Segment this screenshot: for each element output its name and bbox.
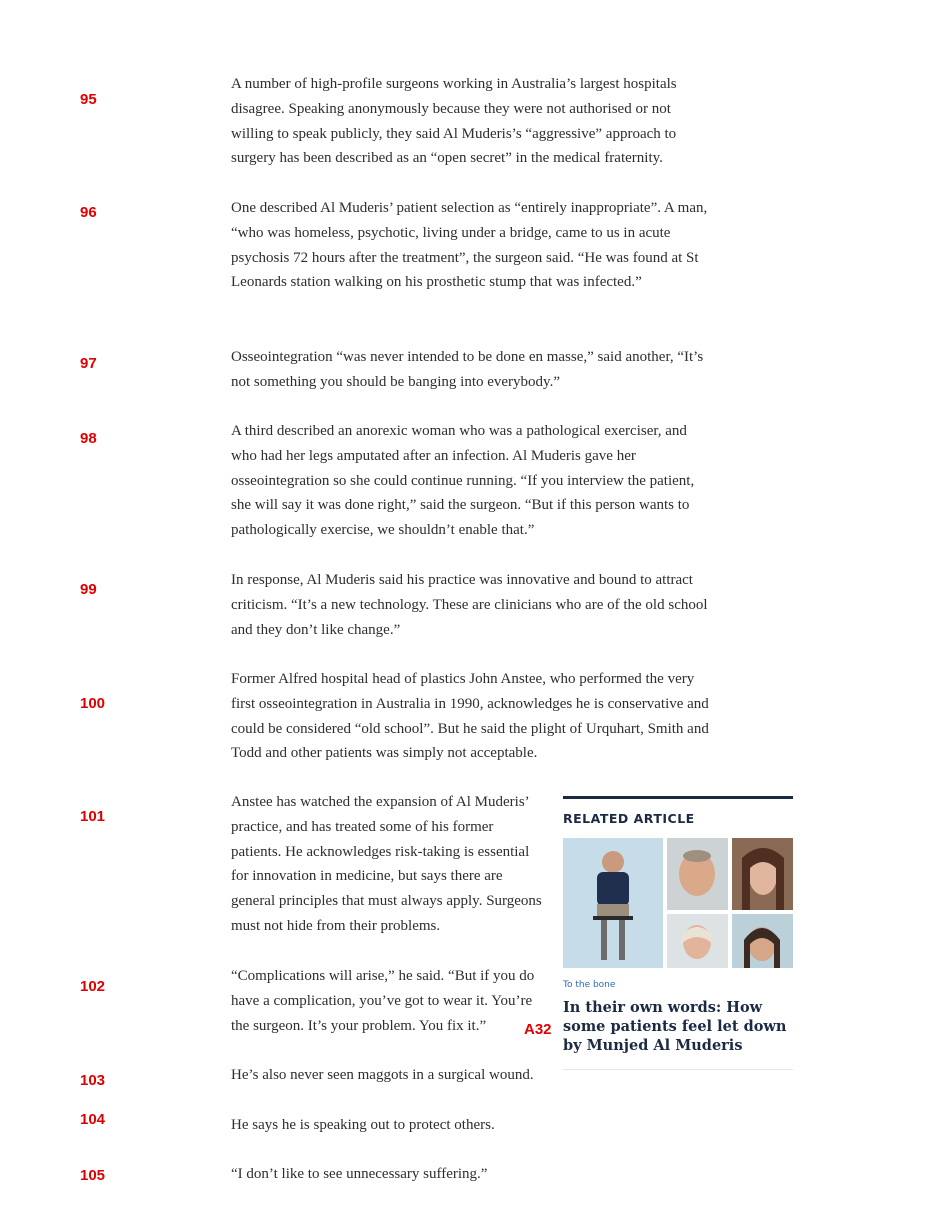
article-paragraph: Osseointegration “was never intended to be done en masse,” said another, “It’s not something you should be banging into everybody.” xyxy=(231,349,704,390)
article-paragraph: “Complications will arise,” he said. “But if you do have a complication, you’ve got to wear it. You’re the surgeon. It’s your problem. You fix it.” xyxy=(231,968,535,1034)
related-article-card[interactable] xyxy=(563,796,793,1070)
article-paragraph: One described Al Muderis’ patient selection as “entirely inappropriate”. A man, “who was homeless, psychotic, living under a bridge, came to us in acute psychosis 72 hours after the treatment”, the surgeon said. “He was found at St Leonards station walking on his prosthetic stump that was infected.” xyxy=(231,200,708,291)
paragraph-number: 103 xyxy=(80,1072,106,1089)
paragraph-number: 101 xyxy=(80,808,106,825)
paragraph-number: 100 xyxy=(80,695,106,712)
article-paragraph: A number of high-profile surgeons working in Australia’s largest hospitals disagree. Speaking anonymously because they were not authorised or not willing to speak publicly, they said Al Muderis’s “aggressive” approach to surgery has been described as an “open secret” in the medical fraternity. xyxy=(231,76,677,167)
paragraph-number: 95 xyxy=(80,91,97,108)
paragraph-number: 97 xyxy=(80,355,97,372)
paragraph-number: 96 xyxy=(80,204,97,221)
article-paragraph: In response, Al Muderis said his practice was innovative and bound to attract criticism. “It’s a new technology. These are clinicians who are of the old school and they don’t like change.” xyxy=(231,572,708,638)
portrait-photo xyxy=(732,838,793,910)
portrait-photo xyxy=(732,914,793,968)
related-article-kicker[interactable]: To the bone xyxy=(563,980,616,990)
article-paragraph: A third described an anorexic woman who was a pathological exerciser, and who had her legs amputated after an infection. Al Muderis gave her osseointegration so she could continue running. “If you interview the patient, she will say it was done right,” said the surgeon. “But if this person wants to pathologically exercise, we shouldn’t enable that.” xyxy=(231,423,695,539)
paragraph-number: 104 xyxy=(80,1111,106,1128)
portrait-photo xyxy=(563,838,663,968)
paragraph-number: 105 xyxy=(80,1167,106,1184)
article-paragraph: Former Alfred hospital head of plastics John Anstee, who performed the very first osseointegration in Australia in 1990, acknowledges he is conservative and could be considered “old school”. But he said the plight of Urquhart, Smith and Todd and other patients was simply not acceptable. xyxy=(231,671,709,762)
related-article-title[interactable]: In their own words: How some patients feel let down by Munjed Al Muderis xyxy=(563,999,787,1054)
paragraph-number: 102 xyxy=(80,978,106,995)
related-article-label: RELATED ARTICLE xyxy=(563,811,695,826)
related-article-image-collage[interactable] xyxy=(563,838,793,968)
article-paragraph: He says he is speaking out to protect others. xyxy=(231,1117,495,1133)
article-paragraph: Anstee has watched the expansion of Al Muderis’ practice, and has treated some of his former patients. He acknowledges risk-taking is essential for innovation in medicine, but says there are general principles that must always apply. Surgeons must not hide from their problems. xyxy=(231,794,542,934)
portrait-photo xyxy=(667,914,728,968)
article-paragraph: He’s also never seen maggots in a surgical wound. xyxy=(231,1067,534,1083)
article-paragraph: “I don’t like to see unnecessary suffering.” xyxy=(231,1166,488,1182)
annotation-marker: A32 xyxy=(524,1021,552,1038)
paragraph-number: 98 xyxy=(80,430,97,447)
paragraph-number: 99 xyxy=(80,581,97,598)
portrait-photo xyxy=(667,838,728,910)
